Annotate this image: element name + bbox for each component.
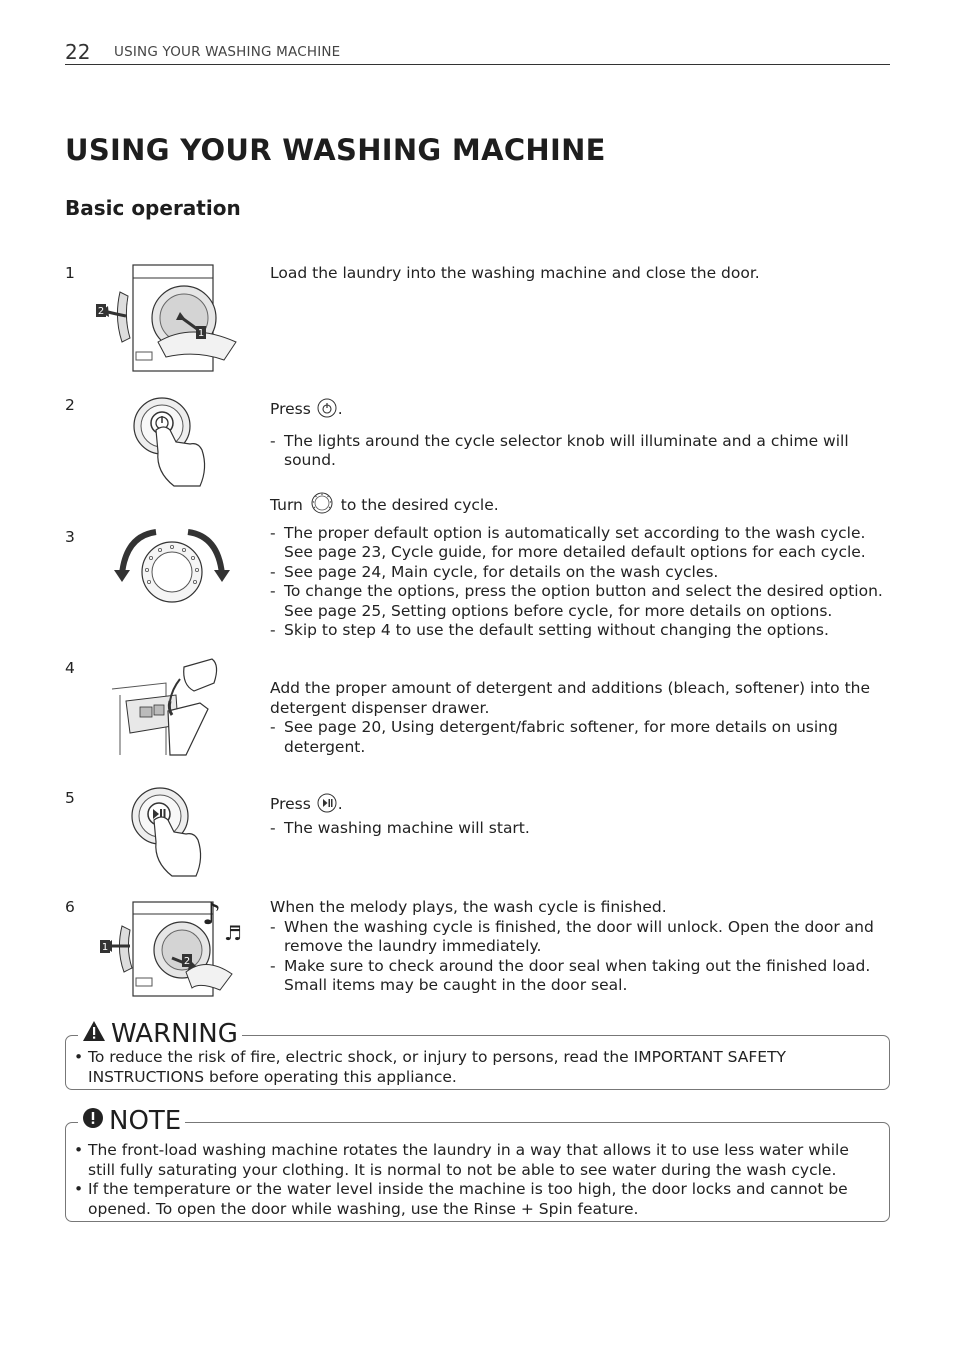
- step-number-4: 4: [65, 659, 75, 677]
- step-number-6: 6: [65, 898, 75, 916]
- step-3-bullet-3: - To change the options, press the option button and select the desired option. See page 25, Setting options before cycle, for more details on options.: [270, 582, 895, 621]
- step-3-turn-line: [270, 492, 895, 520]
- note-label: [78, 1107, 185, 1134]
- page-number: 22: [65, 40, 91, 64]
- step-6-bullet-1: - When the washing cycle is finished, the door will unlock. Open the door and remove the laundry immediately.: [270, 918, 895, 957]
- cycle-knob-icon: [309, 492, 335, 520]
- load-laundry-illustration: [96, 262, 246, 377]
- warning-label: [78, 1020, 242, 1047]
- unload-laundry-illustration: [96, 892, 251, 1000]
- step-5-press-line: [270, 793, 895, 819]
- step-2-bullet: - The lights around the cycle selector knob will illuminate and a chime will sound.: [270, 432, 895, 471]
- exclamation-circle-icon: [82, 1107, 104, 1134]
- step-5-text: [270, 793, 895, 838]
- step-3-bullet-1: - The proper default option is automatically set according to the wash cycle. See page 23, Cycle guide, for more detailed default options for each cycle.: [270, 524, 895, 563]
- step-1-line: Load the laundry into the washing machine and close the door.: [270, 264, 760, 282]
- note-item-1: • The front-load washing machine rotates the laundry in a way that allows it to use less water while still fully saturating your clothing. It is normal to not be able to see water during the wash cycle.: [74, 1141, 879, 1180]
- step-2-text: [270, 398, 895, 471]
- header-rule: [65, 64, 890, 65]
- svg-text:1: 1: [197, 328, 205, 339]
- note-box: [65, 1105, 890, 1222]
- note-item-2: • If the temperature or the water level inside the machine is too high, the door locks and cannot be opened. To open the door while washing, use the Rinse + Spin feature.: [74, 1180, 879, 1219]
- step-6-line: When the melody plays, the wash cycle is finished.: [270, 898, 667, 916]
- warning-box: [65, 1018, 890, 1090]
- svg-text:♪: ♪: [202, 897, 222, 932]
- start-pause-icon: [317, 793, 337, 819]
- warning-triangle-icon: [82, 1020, 106, 1047]
- page-title: USING YOUR WASHING MACHINE: [65, 133, 606, 167]
- step-4-bullet: - See page 20, Using detergent/fabric softener, for more details on using detergent.: [270, 718, 895, 757]
- step-1-text: [270, 264, 895, 284]
- step-2-press-line: [270, 398, 895, 424]
- press-suffix: .: [337, 400, 343, 418]
- step-3-text: [270, 492, 895, 641]
- turn-label: Turn: [270, 496, 303, 514]
- svg-text:♬: ♬: [224, 921, 242, 945]
- svg-text:2: 2: [97, 306, 105, 317]
- warning-item: • To reduce the risk of fire, electric shock, or injury to persons, read the IMPORTANT SAFETY INSTRUCTIONS before operating this appliance.: [74, 1048, 879, 1087]
- press-suffix: .: [337, 795, 343, 813]
- step-6-text: [270, 898, 895, 996]
- step-number-2: 2: [65, 396, 75, 414]
- press-label: Press: [270, 400, 311, 418]
- svg-text:2: 2: [183, 956, 191, 967]
- svg-text:1: 1: [101, 942, 109, 953]
- press-label: Press: [270, 795, 311, 813]
- press-start-button-illustration: [96, 786, 246, 881]
- step-3-bullet-2: - See page 24, Main cycle, for details on the wash cycles.: [270, 563, 895, 583]
- step-number-3: 3: [65, 528, 75, 546]
- note-label-text: NOTE: [109, 1105, 182, 1136]
- step-4-text: [270, 679, 895, 757]
- section-title: Basic operation: [65, 196, 241, 220]
- note-body: [66, 1123, 889, 1225]
- step-number-1: 1: [65, 264, 75, 282]
- turn-suffix: to the desired cycle.: [340, 496, 499, 514]
- step-3-bullet-4: - Skip to step 4 to use the default setting without changing the options.: [270, 621, 895, 641]
- step-4-line: Add the proper amount of detergent and additions (bleach, softener) into the detergent dispenser drawer.: [270, 679, 871, 717]
- turn-knob-illustration: [96, 520, 246, 615]
- power-icon: [317, 398, 337, 424]
- step-5-bullet: - The washing machine will start.: [270, 819, 895, 839]
- step-6-bullet-2: - Make sure to check around the door seal when taking out the finished load. Small items may be caught in the door seal.: [270, 957, 895, 996]
- warning-label-text: WARNING: [111, 1018, 238, 1049]
- press-power-button-illustration: [96, 392, 246, 492]
- add-detergent-illustration: [96, 655, 246, 760]
- step-number-5: 5: [65, 789, 75, 807]
- running-title: USING YOUR WASHING MACHINE: [114, 44, 341, 60]
